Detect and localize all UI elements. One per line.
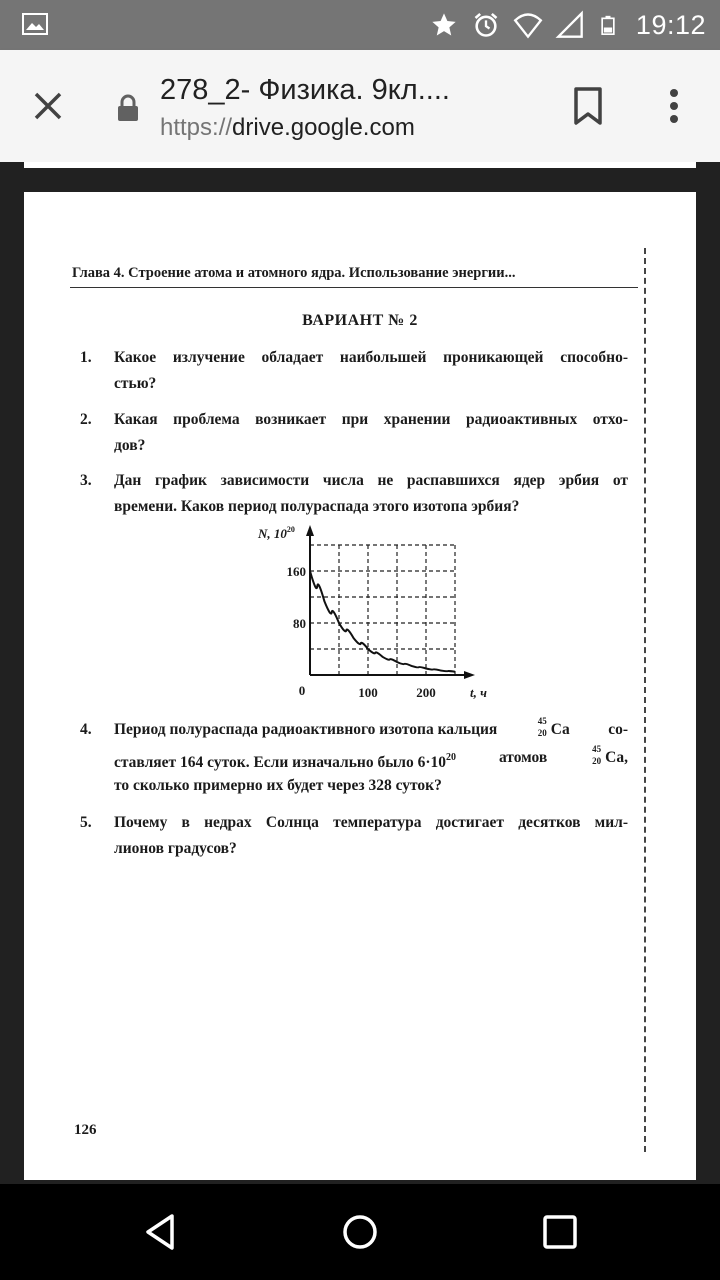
home-icon[interactable]: [336, 1208, 384, 1256]
y-tick-label: 160: [286, 564, 306, 579]
question-line: Какое излучение обладает наибольшей проникающей способно-: [114, 349, 628, 366]
isotope-number: 20: [592, 756, 602, 766]
battery-icon: [598, 11, 618, 39]
page-title: 278_2- Физика. 9кл....: [160, 74, 450, 106]
question-line: дов?: [114, 437, 146, 454]
chart-axes: [306, 525, 475, 679]
x-tick-label: 100: [358, 685, 378, 700]
navigation-bar: [0, 1184, 720, 1280]
question-number: 3.: [80, 472, 92, 489]
isotope-symbol: Ca: [605, 749, 625, 766]
question-text: атомов: [498, 749, 548, 766]
recents-icon[interactable]: [536, 1208, 584, 1256]
question-number: 5.: [80, 814, 92, 831]
document-viewer[interactable]: [0, 162, 720, 1184]
question-line: времени. Каков период полураспада этого изотопа эрбия?: [114, 498, 520, 515]
question-text: Период полураспада радиоактивного изотопа кальция: [114, 721, 498, 738]
isotope-notation: [592, 744, 605, 768]
origin-label: 0: [298, 683, 306, 698]
x-axis-arrow: [464, 671, 475, 679]
decay-chart: [224, 522, 487, 712]
question-number: 4.: [80, 721, 92, 738]
margin-cut-line: [644, 248, 646, 1152]
isotope-notation: [537, 716, 551, 740]
app-bar: [0, 50, 720, 162]
y-axis-label: N, $10^{20}$: [258, 525, 295, 541]
question-line: [114, 716, 628, 744]
chart-marks: [310, 571, 455, 672]
y-axis-arrow: [306, 525, 314, 536]
signal-icon: [556, 11, 584, 39]
star-icon: [430, 11, 458, 39]
question-text-part: ставляет 164 суток. Если изначально было 6·10: [114, 754, 447, 771]
question-line: то сколько примерно их будет через 328 суток?: [114, 777, 442, 794]
alarm-icon: [472, 11, 500, 39]
page-number: 126: [74, 1122, 97, 1138]
status-bar: [0, 0, 720, 50]
y-axis-label-exponent: 20: [286, 525, 295, 534]
url-scheme: https://: [160, 114, 233, 141]
question-line: Почему в недрах Солнца температура достигает десятков мил-: [114, 814, 628, 831]
chart-labels: [257, 525, 487, 700]
bookmark-icon[interactable]: [566, 84, 610, 128]
more-menu-icon[interactable]: [654, 84, 694, 128]
wifi-icon: [514, 11, 542, 39]
x-tick-label: 200: [416, 685, 436, 700]
question-line: Дан график зависимости числа не распавшихся ядер эрбия от: [114, 472, 628, 489]
image-icon: [22, 13, 48, 35]
question-number: 2.: [80, 411, 92, 428]
isotope-number: 20: [537, 728, 547, 738]
exponent: 20: [446, 752, 457, 763]
back-icon[interactable]: [136, 1208, 184, 1256]
chapter-header: Глава 4. Строение атома и атомного ядра. Использование энергии...: [72, 265, 516, 281]
status-time: 19:12: [635, 9, 706, 40]
isotope-symbol: Ca: [550, 721, 570, 738]
close-icon[interactable]: [24, 82, 72, 130]
question-line: стью?: [114, 375, 157, 392]
question-number: 1.: [80, 349, 92, 366]
url-display: [160, 114, 415, 142]
isotope-group: [536, 716, 570, 744]
x-axis-label: t, ч: [470, 685, 487, 700]
decay-curve: [310, 571, 455, 672]
isotope-mass: 45: [537, 716, 547, 726]
url-host: drive.google.com: [232, 114, 415, 141]
question-text-part: ,: [624, 749, 628, 766]
isotope-group: [590, 744, 628, 777]
y-tick-label: 80: [293, 616, 306, 631]
question-line: лионов градусов?: [114, 840, 237, 857]
document-page: [24, 192, 696, 1180]
question-text: со-: [608, 721, 628, 738]
lock-icon: [116, 94, 140, 122]
previous-page-edge: [24, 162, 696, 168]
isotope-mass: 45: [592, 744, 602, 754]
variant-title: ВАРИАНТ № 2: [302, 312, 418, 329]
header-divider: [70, 287, 638, 288]
question-line: Какая проблема возникает при хранении радиоактивных отхо-: [114, 411, 628, 428]
